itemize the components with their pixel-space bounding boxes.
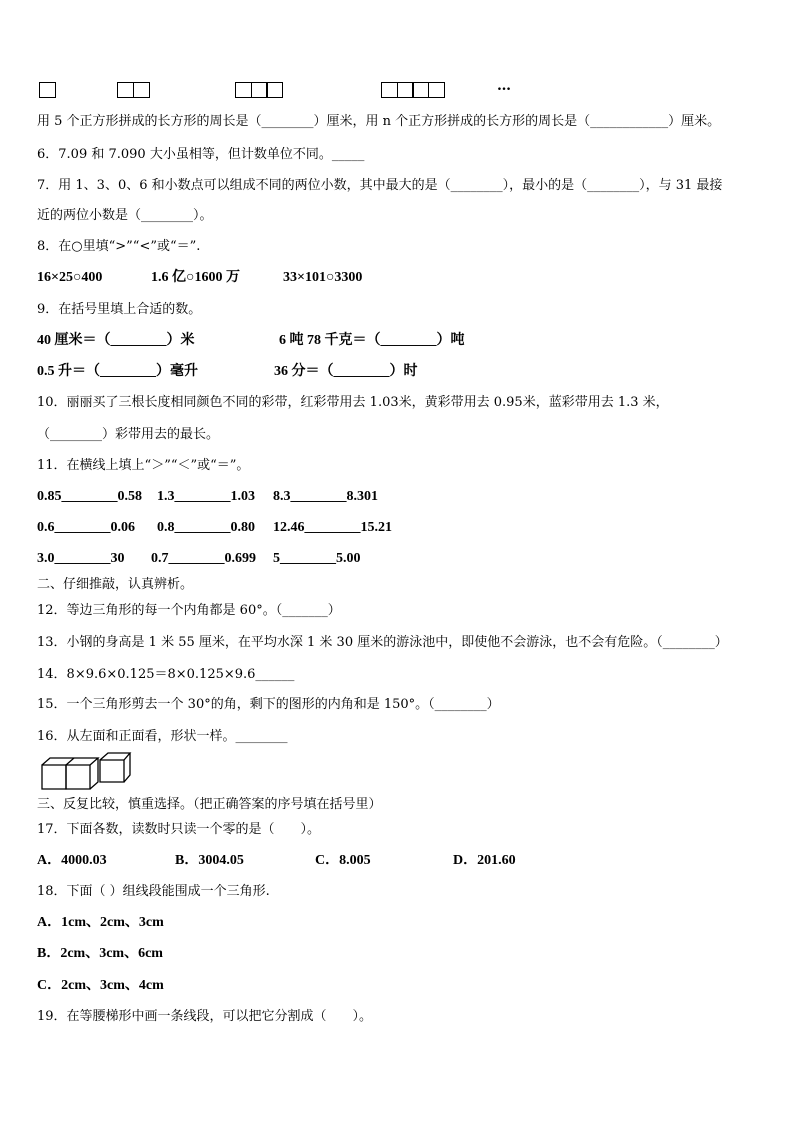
figure-four-squares (381, 82, 445, 99)
cubes-figure (40, 752, 132, 792)
q8-item: 16×25○400 (37, 270, 103, 285)
q10-text-line2: （________）彩带用去的最长。 (37, 427, 220, 442)
q18-text: 18．下面（ ）组线段能围成一个三角形. (37, 884, 270, 899)
figure-two-squares (117, 82, 150, 99)
q9-title: 9．在括号里填上合适的数。 (37, 302, 202, 317)
q13-text: 13．小钢的身高是 1 米 55 厘米，在平均水深 1 米 30 厘米的游泳池中，即使他不会游泳，也不会有危险。（________） (37, 635, 728, 650)
q17-option-c: C．8.005 (315, 853, 371, 868)
q18-option-c: C．2cm、3cm、4cm (37, 978, 164, 993)
q8-title: 8．在○里填“>”“<”或“＝”. (37, 239, 201, 254)
q11-item: 8.3________8.301 (273, 489, 378, 504)
q5-text: 用 5 个正方形拼成的长方形的周长是（________）厘米，用 n 个正方形拼成的长方形的周长是（____________）厘米。 (37, 114, 721, 129)
q16-text: 16．从左面和正面看，形状一样。________ (37, 729, 288, 744)
q17-option-b: B．3004.05 (175, 853, 244, 868)
figure-three-squares (235, 82, 283, 99)
q18-option-a: A．1cm、2cm、3cm (37, 915, 164, 930)
q8-item: 33×101○3300 (283, 270, 363, 285)
q11-item: 0.85________0.58 (37, 489, 142, 504)
q9-item: 40 厘米＝（________）米 (37, 333, 195, 348)
q12-text: 12．等边三角形的每一个内角都是 60°。（_______） (37, 603, 341, 618)
q9-item: 6 吨 78 千克＝（________）吨 (279, 333, 465, 348)
q7-text-line2: 近的两位小数是（________）。 (37, 208, 213, 223)
q6-text: 6．7.09 和 7.090 大小虽相等，但计数单位不同。_____ (37, 147, 365, 162)
q14-text: 14．8×9.6×0.125＝8×0.125×9.6______ (37, 667, 295, 682)
q11-item: 12.46________15.21 (273, 520, 392, 535)
section-3-heading: 三、反复比较，慎重选择。（把正确答案的序号填在括号里） (37, 797, 382, 812)
q9-item: 0.5 升＝（________）毫升 (37, 364, 198, 379)
q11-item: 0.7________0.699 (151, 551, 256, 566)
q19-text: 19．在等腰梯形中画一条线段，可以把它分割成（ ）。 (37, 1009, 373, 1024)
q11-item: 1.3________1.03 (157, 489, 255, 504)
q11-title: 11．在横线上填上“＞”“＜”或“＝”。 (37, 458, 250, 473)
q17-text: 17．下面各数，读数时只读一个零的是（ ）。 (37, 822, 321, 837)
q11-item: 5________5.00 (273, 551, 361, 566)
q8-item: 1.6 亿○1600 万 (151, 270, 240, 285)
q18-option-b: B．2cm、3cm、6cm (37, 946, 163, 961)
q11-item: 0.6________0.06 (37, 520, 135, 535)
q10-text-line1: 10．丽丽买了三根长度相同颜色不同的彩带，红彩带用去 1.03米，黄彩带用去 0.95米，蓝彩带用去 1.3 米， (37, 395, 669, 410)
figure-one-square (39, 82, 56, 99)
q17-option-a: A．4000.03 (37, 853, 107, 868)
q11-item: 3.0________30 (37, 551, 125, 566)
q17-option-d: D．201.60 (453, 853, 516, 868)
q11-item: 0.8________0.80 (157, 520, 255, 535)
q7-text-line1: 7．用 1、3、0、6 和小数点可以组成不同的两位小数，其中最大的是（________），最小的是（________），与 31 最接 (37, 178, 723, 193)
q15-text: 15．一个三角形剪去一个 30°的角，剩下的图形的内角和是 150°。（________） (37, 697, 500, 712)
q9-item: 36 分＝（________）时 (274, 364, 418, 379)
section-2-heading: 二、仔细推敲，认真辨析。 (37, 577, 194, 592)
figure-ellipsis: … (497, 78, 511, 94)
